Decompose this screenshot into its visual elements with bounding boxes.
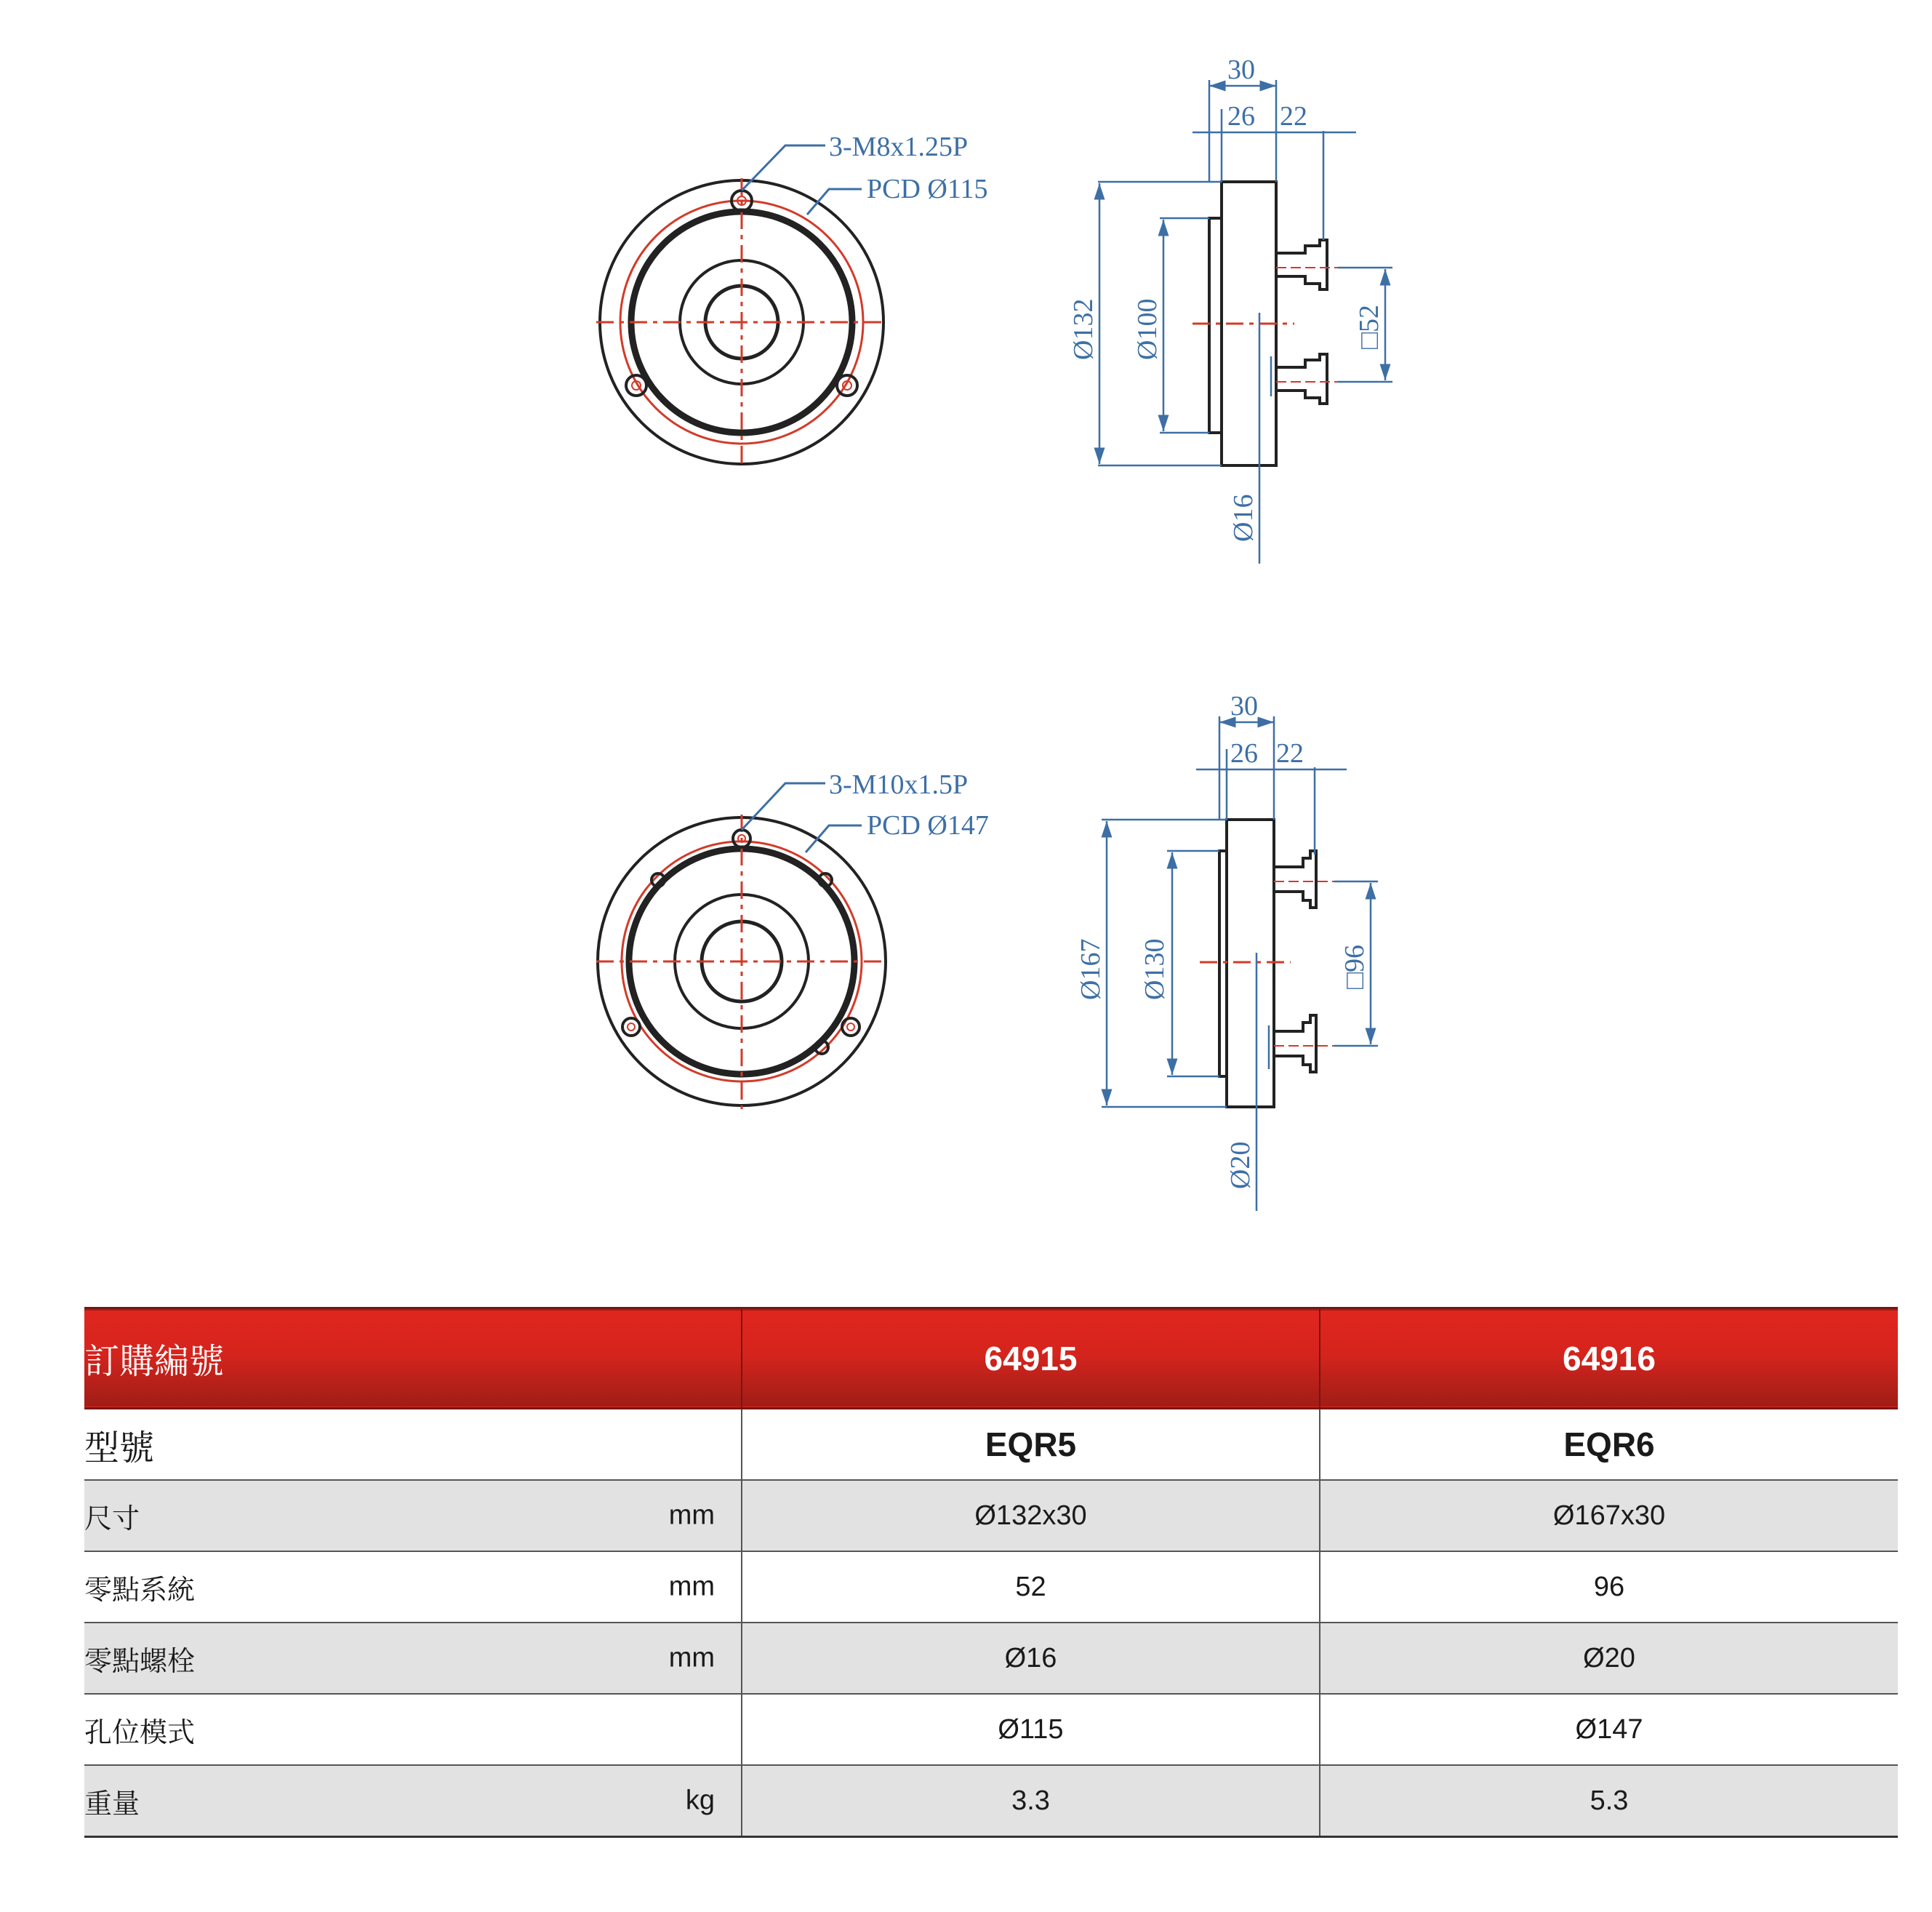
dim-dia-inner-top: Ø100 (1132, 298, 1163, 360)
table-row (84, 1694, 1898, 1765)
stud-icon (1276, 240, 1338, 289)
cell-value: 3.3 (742, 1765, 1320, 1837)
table-header-row (84, 1308, 1898, 1409)
cell-value: Ø132x30 (742, 1480, 1320, 1551)
cell-value: EQR5 (742, 1409, 1320, 1481)
thread-note-bottom: 3-M10x1.5P (829, 769, 969, 800)
dim-stud-dia-bottom: Ø20 (1225, 1141, 1256, 1189)
header-col-1: 64915 (742, 1308, 1320, 1409)
cell-value: 5.3 (1320, 1765, 1898, 1837)
row-label: 型號 (84, 1428, 155, 1468)
cell-value: Ø115 (742, 1694, 1320, 1765)
dim-26-bottom: 26 (1230, 738, 1258, 769)
bolt-hole-icon (626, 375, 646, 396)
table-row (84, 1623, 1898, 1694)
row-unit: mm (668, 1571, 715, 1602)
stud-icon (1276, 354, 1338, 404)
row-unit: mm (668, 1500, 715, 1531)
table-row (84, 1765, 1898, 1837)
row-label: 重量 (84, 1788, 140, 1820)
pcd-note-bottom: PCD Ø147 (867, 810, 989, 841)
pcd-note-top: PCD Ø115 (867, 174, 988, 204)
row-label: 零點系統 (84, 1575, 196, 1606)
dim-dia-inner-bottom: Ø130 (1139, 938, 1170, 1000)
dim-22-top: 22 (1280, 101, 1307, 132)
dim-stud-dia-top: Ø16 (1228, 494, 1259, 542)
row-label: 零點螺栓 (84, 1646, 196, 1677)
stud-icon (1274, 1015, 1334, 1072)
bolt-hole-icon (842, 1018, 859, 1036)
bolt-hole-icon (622, 1018, 640, 1036)
spec-table (84, 1307, 1898, 1838)
cell-value: EQR6 (1320, 1409, 1898, 1481)
table-row (84, 1480, 1898, 1551)
cell-value: Ø16 (742, 1623, 1320, 1694)
dim-dia-outer-top: Ø132 (1068, 298, 1099, 360)
cell-value: 52 (742, 1551, 1320, 1623)
dim-30-top: 30 (1227, 55, 1255, 85)
stud-icon (1274, 851, 1334, 908)
front-view-eqr5 (596, 145, 887, 469)
row-unit: kg (685, 1785, 715, 1816)
dim-22-bottom: 22 (1276, 738, 1304, 769)
cell-value: 96 (1320, 1551, 1898, 1623)
dim-stud-spacing-top: □52 (1354, 305, 1384, 349)
row-label: 尺寸 (84, 1503, 140, 1535)
dim-stud-spacing-bottom: □96 (1339, 945, 1370, 989)
thread-note-top: 3-M8x1.25P (829, 132, 969, 162)
front-view-eqr6 (596, 783, 887, 1109)
bolt-hole-icon (837, 375, 857, 396)
dim-30-bottom: 30 (1230, 691, 1258, 721)
row-unit: mm (668, 1642, 715, 1673)
header-label: 訂購編號 (84, 1343, 225, 1381)
cell-value: Ø167x30 (1320, 1480, 1898, 1551)
header-col-2: 64916 (1320, 1308, 1898, 1409)
cell-value: Ø20 (1320, 1623, 1898, 1694)
cell-value: Ø147 (1320, 1694, 1898, 1765)
row-label: 孔位模式 (84, 1717, 196, 1748)
dim-26-top: 26 (1227, 101, 1255, 132)
dim-dia-outer-bottom: Ø167 (1075, 938, 1106, 1000)
table-row (84, 1409, 1898, 1481)
table-row (84, 1551, 1898, 1623)
